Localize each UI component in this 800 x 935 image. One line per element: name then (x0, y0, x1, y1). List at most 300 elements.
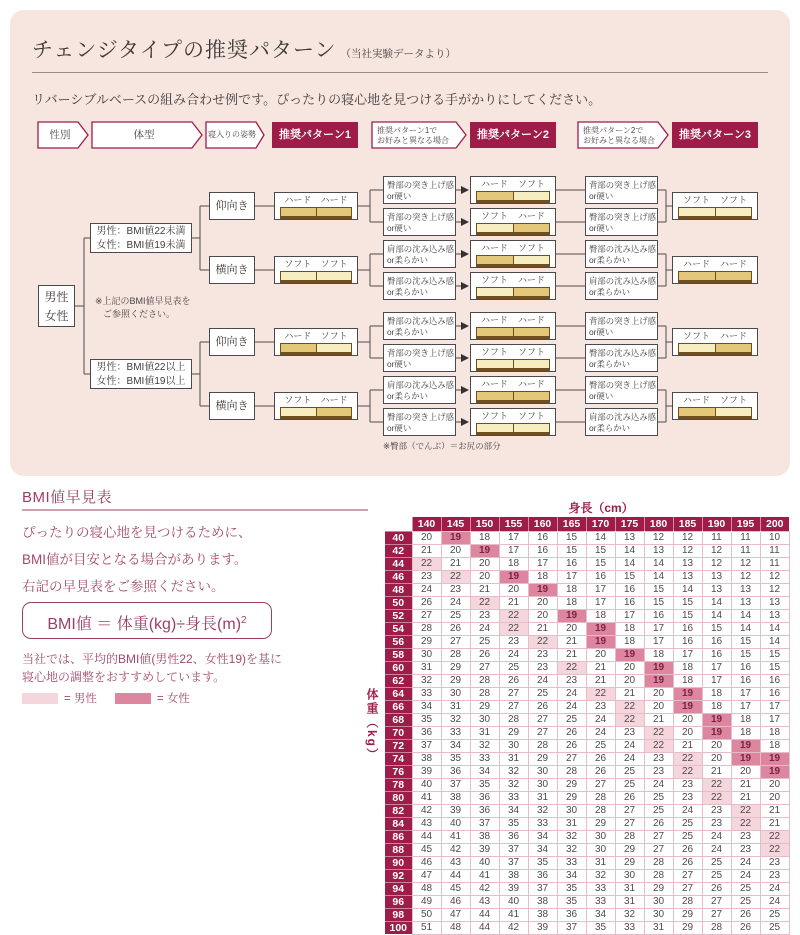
bmi-cell: 27 (615, 817, 644, 830)
bmi-cell: 32 (557, 830, 586, 843)
pattern1-diff-line1: 推奨パターン1で (377, 126, 438, 135)
bmi-cell: 31 (615, 882, 644, 895)
bmi-cell: 23 (615, 726, 644, 739)
bmi-cell: 16 (673, 635, 702, 648)
bmi-cell: 38 (528, 895, 557, 908)
mattress-labels (471, 179, 555, 189)
bmi-cell: 24 (441, 596, 470, 609)
bmi-cell: 23 (557, 674, 586, 687)
bmi-cell: 15 (586, 544, 615, 557)
mattress-icon (476, 327, 550, 339)
bmi-cell: 50 (412, 908, 441, 921)
mattress-icon (678, 271, 752, 283)
bmi-cell: 21 (586, 674, 615, 687)
table-row (385, 921, 789, 934)
bmi-cell: 17 (673, 648, 702, 661)
bmi-cell: 25 (557, 713, 586, 726)
bmi-cell: 31 (557, 817, 586, 830)
mattress-half-hard (715, 344, 752, 352)
bmi-cell: 16 (760, 674, 789, 687)
bmi-cell: 15 (731, 648, 760, 661)
arrow-right-icon (461, 218, 469, 226)
bmi-cell: 24 (702, 843, 731, 856)
bmi-cell: 19 (615, 648, 644, 661)
bmi-cell: 30 (528, 765, 557, 778)
condition-line1: 臀部の沈み込み感 (589, 348, 656, 358)
mattress-icon (476, 359, 550, 371)
bmi-cell: 33 (528, 817, 557, 830)
bmi-cell: 12 (673, 531, 702, 544)
bmi-cell: 29 (470, 700, 499, 713)
condition-line2: or硬い (387, 191, 412, 201)
bmi-cell: 13 (673, 570, 702, 583)
bmi-cell: 21 (528, 622, 557, 635)
pattern3-box (672, 192, 758, 220)
pattern3-box (672, 392, 758, 420)
condition-line2: or柔らかい (387, 327, 428, 337)
pattern1-box (274, 392, 358, 420)
bmi-section-heading: BMI値早見表 (22, 489, 113, 506)
bmi-cell: 34 (557, 869, 586, 882)
height-column-header: 160 (528, 517, 557, 531)
bmi-cell: 47 (412, 869, 441, 882)
mattress-label: ソフト (517, 243, 545, 253)
bmi-cell: 12 (644, 531, 673, 544)
bmi-cell: 13 (702, 583, 731, 596)
table-row (385, 726, 789, 739)
bmi-cell: 11 (760, 557, 789, 570)
bmi-cell: 10 (760, 531, 789, 544)
bmi-cell: 18 (557, 583, 586, 596)
bmi-cell: 29 (615, 843, 644, 856)
weight-row-header: 54 (385, 622, 412, 635)
mattress-half-soft (679, 344, 715, 352)
arrow-right-icon (461, 250, 469, 258)
condition-line2: or硬い (589, 223, 614, 233)
gender-male-label: 男性 (44, 290, 69, 304)
bmi-company-note-line1: 当社では、平均的BMI値(男性22、女性19)を基に (22, 652, 283, 666)
recommendation-panel (10, 10, 790, 476)
bmi-cell: 21 (586, 661, 615, 674)
panel-subtitle: リバーシブルベースの組み合わせ例です。ぴったりの寝心地を見つける手がかりにしてください。 (32, 92, 602, 107)
bmi-cell: 37 (499, 843, 528, 856)
table-row (385, 609, 789, 622)
mattress-half-hard (477, 192, 513, 200)
bmi-cell: 25 (528, 687, 557, 700)
bmi-cell: 26 (731, 908, 760, 921)
condition-line2: or硬い (589, 191, 614, 201)
weight-row-header: 90 (385, 856, 412, 869)
weight-row-header: 62 (385, 674, 412, 687)
bmi-cell: 39 (441, 804, 470, 817)
pattern2-box (470, 272, 556, 300)
bmi-cell: 33 (615, 921, 644, 934)
bmi-cell: 20 (470, 570, 499, 583)
bmi-cell: 15 (731, 635, 760, 648)
bmi-cell: 21 (760, 804, 789, 817)
bmi-cell: 28 (557, 765, 586, 778)
mattress-labels (471, 315, 555, 325)
bmi-cell: 28 (702, 921, 731, 934)
table-row (385, 817, 789, 830)
bmi-cell: 28 (499, 713, 528, 726)
bmi-cell: 37 (441, 778, 470, 791)
condition-line1: 臀部の沈み込み感 (589, 244, 656, 254)
bmi-cell: 15 (760, 661, 789, 674)
bmi-cell: 24 (586, 726, 615, 739)
bmi-formula-box (22, 602, 272, 639)
bmi-cell: 30 (644, 895, 673, 908)
bmi-cell: 12 (731, 570, 760, 583)
bmi-intro-line2: BMI値が目安となる場合があります。 (22, 552, 248, 567)
bmi-cell: 19 (760, 752, 789, 765)
bmi-lookup-table (385, 517, 790, 935)
pattern2-box (470, 376, 556, 404)
bmi-cell: 15 (557, 544, 586, 557)
bmi-intro-line1: ぴったりの寝心地を見つけるために、 (22, 525, 252, 540)
bmi-cell: 36 (557, 908, 586, 921)
condition2-box (585, 312, 658, 340)
weight-row-header: 42 (385, 544, 412, 557)
mattress-half-soft (513, 360, 550, 368)
condition-line1: 臀部の沈み込み感 (387, 276, 454, 286)
bmi-cell: 26 (470, 648, 499, 661)
bmi-cell: 30 (586, 830, 615, 843)
mattress-half-hard (281, 344, 316, 352)
condition-line2: or硬い (589, 327, 614, 337)
bmi-cell: 23 (499, 635, 528, 648)
bmi-cell: 26 (557, 739, 586, 752)
mattress-icon (476, 423, 550, 435)
flow-header-pattern2: 推奨パターン2 (470, 122, 556, 148)
weight-row-header: 84 (385, 817, 412, 830)
bmi-cell: 13 (760, 609, 789, 622)
mattress-labels (471, 243, 555, 253)
bmi-cell: 20 (760, 791, 789, 804)
legend-swatch-male (22, 693, 58, 704)
bmi-cell: 31 (615, 895, 644, 908)
bmi-cell: 31 (499, 752, 528, 765)
bmi-cell: 23 (644, 752, 673, 765)
bmi-cell: 21 (731, 791, 760, 804)
mattress-icon (678, 343, 752, 355)
bmi-cell: 17 (644, 635, 673, 648)
bmi-cell: 15 (644, 583, 673, 596)
mattress-label: ハード (719, 259, 747, 269)
bmi-cell: 20 (528, 609, 557, 622)
mattress-label: ソフト (480, 211, 508, 221)
bmi-cell: 15 (586, 557, 615, 570)
bmi-cell: 39 (528, 921, 557, 934)
bmi-intro-line3: 右記の早見表をご参照ください。 (22, 579, 225, 594)
mattress-half-soft (513, 256, 550, 264)
mattress-label: ソフト (682, 331, 710, 341)
bmi-cell: 30 (499, 739, 528, 752)
table-row (385, 830, 789, 843)
bmi-cell: 39 (412, 765, 441, 778)
bmi-cell: 14 (702, 596, 731, 609)
bmi-cell: 15 (615, 570, 644, 583)
bmi-cell: 51 (412, 921, 441, 934)
mattress-label: ソフト (517, 179, 545, 189)
mattress-half-soft (477, 360, 513, 368)
table-row (385, 778, 789, 791)
bmi-cell: 17 (731, 700, 760, 713)
bmi-cell: 26 (644, 817, 673, 830)
bmi-cell: 12 (673, 544, 702, 557)
mattress-half-soft (281, 408, 316, 416)
bmi-cell: 19 (702, 726, 731, 739)
bmi-cell: 42 (499, 921, 528, 934)
bmi-cell: 17 (586, 583, 615, 596)
bmi-cell: 24 (760, 882, 789, 895)
bmi-cell: 16 (644, 609, 673, 622)
mattress-labels (275, 331, 357, 341)
bmi-cell: 42 (412, 804, 441, 817)
mattress-label: ハード (320, 195, 348, 205)
bmi-cell: 14 (760, 635, 789, 648)
table-row (385, 531, 789, 544)
weight-row-header: 58 (385, 648, 412, 661)
mattress-label: ソフト (517, 411, 545, 421)
mattress-icon (280, 343, 352, 355)
bmi-cell: 46 (412, 856, 441, 869)
bmi-cell: 21 (441, 557, 470, 570)
condition2-box (585, 344, 658, 372)
bmi-cell: 12 (760, 570, 789, 583)
table-row (385, 856, 789, 869)
bmi-cell: 24 (557, 687, 586, 700)
weight-row-header: 82 (385, 804, 412, 817)
bmi-cell: 36 (441, 765, 470, 778)
mattress-label: ハード (284, 331, 312, 341)
bmi-cell: 13 (731, 596, 760, 609)
pattern2-diff-line2: お好みと異なる場合 (583, 136, 655, 145)
bmi-cell: 22 (760, 830, 789, 843)
bmi-cell: 21 (412, 544, 441, 557)
bmi-cell: 29 (557, 778, 586, 791)
bmi-cell: 29 (644, 882, 673, 895)
table-height-axis-label: 身長（cm） (568, 501, 634, 515)
mattress-labels (471, 411, 555, 421)
mattress-half-soft (477, 224, 513, 232)
posture-box (209, 256, 255, 284)
mattress-label: ハード (682, 259, 710, 269)
height-column-header: 180 (644, 517, 673, 531)
bmi-cell: 37 (412, 739, 441, 752)
bmi-cell: 22 (412, 557, 441, 570)
legend-item (22, 690, 97, 706)
mattress-label: ハード (320, 395, 348, 405)
bmi-cell: 34 (528, 843, 557, 856)
bmi-cell: 26 (673, 856, 702, 869)
bmi-cell: 21 (731, 778, 760, 791)
condition-line1: 肩部の沈み込み感 (387, 244, 454, 254)
bmi-cell: 18 (557, 596, 586, 609)
pattern2-box (470, 312, 556, 340)
bmi-cell: 21 (557, 648, 586, 661)
bmi-cell: 32 (557, 843, 586, 856)
bmi-cell: 17 (731, 687, 760, 700)
bmi-cell: 27 (470, 661, 499, 674)
bmi-company-note-line2: 寝心地の調整をおすすめしています。 (22, 670, 226, 684)
bmi-cell: 13 (760, 596, 789, 609)
mattress-label: ソフト (719, 395, 747, 405)
bmi-cell: 26 (499, 674, 528, 687)
bmi-cell: 15 (673, 596, 702, 609)
page-title: チェンジタイプの推奨パターン (32, 38, 337, 62)
condition-box (383, 408, 456, 436)
bmi-cell: 25 (499, 661, 528, 674)
mattress-half-hard (679, 408, 715, 416)
height-column-header: 185 (673, 517, 702, 531)
bmi-cell: 23 (731, 843, 760, 856)
bmi-cell: 20 (644, 700, 673, 713)
weight-row-header: 74 (385, 752, 412, 765)
condition-line1: 臀部の沈み込み感 (387, 316, 454, 326)
bmi-cell: 20 (499, 583, 528, 596)
bmi-cell: 24 (673, 804, 702, 817)
bmi-cell: 25 (644, 804, 673, 817)
bmi-cell: 23 (673, 778, 702, 791)
bmi-cell: 39 (470, 843, 499, 856)
bmi-cell: 31 (644, 921, 673, 934)
bmi-cell: 14 (615, 544, 644, 557)
bmi-cell: 19 (702, 713, 731, 726)
bmi-cell: 19 (644, 674, 673, 687)
weight-row-header: 40 (385, 531, 412, 544)
weight-row-header: 70 (385, 726, 412, 739)
arrow-right-icon (461, 418, 469, 426)
bmi-cell: 28 (528, 739, 557, 752)
condition-line1: 臀部の突き上げ感 (387, 412, 454, 422)
bmi-cell: 28 (412, 622, 441, 635)
bmi-cell: 14 (731, 609, 760, 622)
table-corner-cell (385, 517, 412, 531)
pattern2-box (470, 408, 556, 436)
bmi-cell: 14 (702, 609, 731, 622)
bmi-formula-superscript: 2 (241, 615, 247, 626)
bmi-branch-under (90, 223, 192, 253)
arrow-right-icon (461, 322, 469, 330)
bmi-cell: 27 (644, 830, 673, 843)
bmi-cell: 21 (470, 583, 499, 596)
bmi-cell: 24 (586, 713, 615, 726)
gender-female-label: 女性 (44, 309, 69, 323)
bmi-cell: 20 (528, 596, 557, 609)
mattress-labels (673, 195, 757, 205)
bmi-cell: 23 (644, 765, 673, 778)
bmi-cell: 41 (499, 908, 528, 921)
bmi-company-note (22, 650, 282, 686)
height-column-header: 200 (760, 517, 789, 531)
bmi-cell: 14 (731, 622, 760, 635)
bmi-cell: 21 (615, 687, 644, 700)
bmi-cell: 36 (528, 869, 557, 882)
bmi-cell: 17 (702, 674, 731, 687)
mattress-half-hard (477, 256, 513, 264)
bmi-cell: 14 (644, 570, 673, 583)
mattress-half-soft (513, 424, 550, 432)
legend-label: = 男性 (64, 693, 97, 705)
mattress-half-hard (513, 224, 550, 232)
mattress-icon (280, 207, 352, 219)
bmi-cell: 26 (557, 726, 586, 739)
bmi-cell: 22 (499, 622, 528, 635)
bmi-cell: 20 (615, 674, 644, 687)
bmi-cell: 21 (760, 817, 789, 830)
weight-row-header: 76 (385, 765, 412, 778)
condition2-box (585, 176, 658, 204)
mattress-label: ハード (517, 379, 545, 389)
mattress-icon (280, 271, 352, 283)
bmi-cell: 17 (702, 661, 731, 674)
mattress-labels (471, 275, 555, 285)
bmi-cell: 11 (760, 544, 789, 557)
mattress-half-hard (513, 288, 550, 296)
mattress-label: ソフト (719, 195, 747, 205)
bmi-cell: 19 (470, 544, 499, 557)
bmi-cell: 24 (412, 583, 441, 596)
bmi-cell: 30 (615, 869, 644, 882)
bmi-cell: 21 (499, 596, 528, 609)
mattress-label: ソフト (320, 259, 348, 269)
bmi-cell: 25 (760, 921, 789, 934)
bmi-cell: 13 (644, 544, 673, 557)
bmi-cell: 33 (557, 856, 586, 869)
bmi-cell: 25 (731, 882, 760, 895)
bmi-cell: 32 (441, 713, 470, 726)
mattress-half-soft (477, 288, 513, 296)
bmi-cell: 16 (731, 674, 760, 687)
mattress-icon (476, 255, 550, 267)
bmi-cell: 23 (412, 570, 441, 583)
bmi-cell: 17 (760, 700, 789, 713)
bmi-cell: 20 (644, 687, 673, 700)
bmi-cell: 22 (441, 570, 470, 583)
bmi-cell: 18 (673, 661, 702, 674)
bmi-cell: 21 (702, 765, 731, 778)
table-row (385, 622, 789, 635)
bmi-cell: 44 (441, 869, 470, 882)
bmi-cell: 27 (412, 609, 441, 622)
arrow-right-icon (461, 186, 469, 194)
mattress-half-hard (316, 408, 352, 416)
bmi-cell: 35 (557, 895, 586, 908)
bmi-cell: 24 (760, 895, 789, 908)
bmi-cell: 18 (673, 674, 702, 687)
table-row (385, 700, 789, 713)
bmi-cell: 28 (673, 895, 702, 908)
bmi-cell: 29 (441, 674, 470, 687)
pattern1-box (274, 328, 358, 356)
bmi-cell: 16 (673, 622, 702, 635)
bmi-cell: 18 (760, 739, 789, 752)
bmi-cell: 26 (441, 622, 470, 635)
flow-header-pattern2-diff (580, 126, 663, 152)
bmi-cell: 16 (528, 531, 557, 544)
bmi-intro-text (22, 519, 252, 600)
bmi-cell: 22 (731, 817, 760, 830)
bmi-cell: 16 (586, 570, 615, 583)
bmi-cell: 22 (644, 726, 673, 739)
table-header-row (385, 517, 789, 531)
pattern1-box (274, 256, 358, 284)
bmi-cell: 13 (702, 570, 731, 583)
mattress-labels (471, 211, 555, 221)
bmi-cell: 22 (760, 843, 789, 856)
table-row (385, 869, 789, 882)
